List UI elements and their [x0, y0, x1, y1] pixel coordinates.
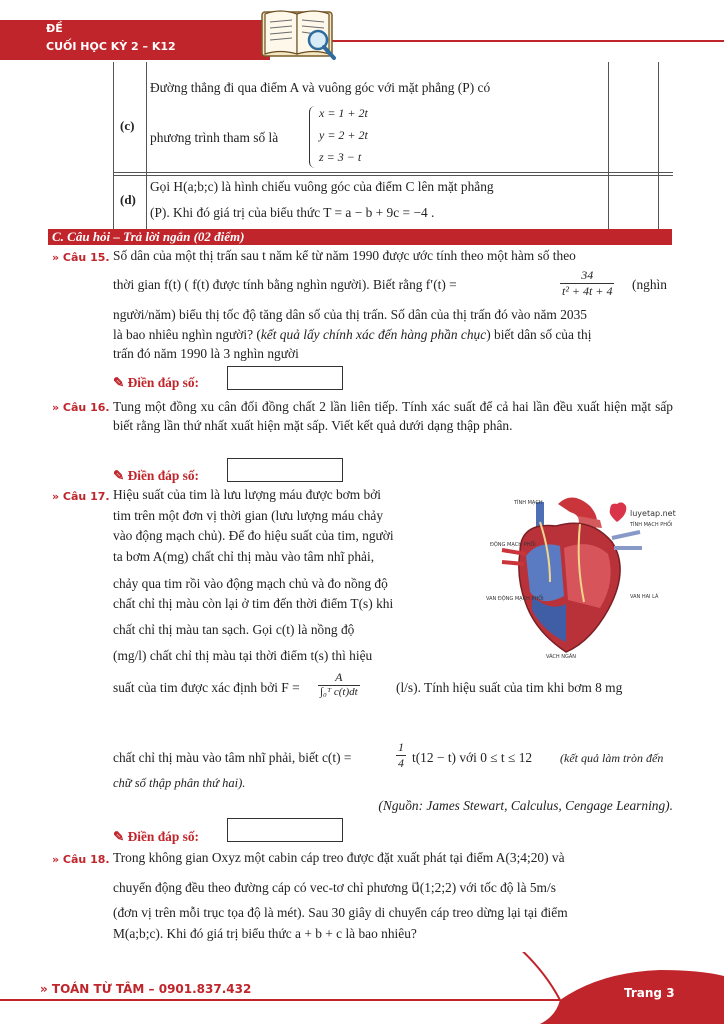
q17-fraction-quarter — [396, 740, 406, 771]
q17-line1: Hiệu suất của tim là lưu lượng máu được bơm bởi — [113, 487, 382, 502]
q15-line1: Số dân của một thị trấn sau t năm kể từ năm 1990 được ước tính theo một hàm số theo — [113, 248, 576, 263]
q17-line9b: (l/s). Tính hiệu suất của tim khi bơm 8 mg — [396, 680, 623, 695]
svg-text:VAN HAI LÁ: VAN HAI LÁ — [630, 594, 659, 600]
row-label-d: (d) — [120, 192, 136, 207]
q16-answer-label: ✎ Điền đáp số: — [113, 468, 199, 483]
q17-line11: chữ số thập phân thứ hai). — [113, 776, 246, 790]
svg-text:TĨNH MẠCH PHỔI: TĨNH MẠCH PHỔI — [630, 522, 673, 528]
q15-line4 — [113, 327, 673, 343]
q15-frac-num: 34 — [560, 268, 614, 284]
table-border — [658, 62, 659, 230]
q17-quarter-num: 1 — [398, 740, 404, 754]
q17-answer-label: ✎ Điền đáp số: — [113, 829, 199, 844]
table-border-left — [113, 62, 114, 230]
q15-line4b: kết quả lấy chính xác đến hàng phần chục — [260, 327, 487, 342]
question-17-label: » Câu 17. — [52, 490, 110, 503]
q15-line5: trấn đó năm 1990 là 3 nghìn người — [113, 346, 299, 361]
q15-line2b: (nghìn — [632, 277, 667, 292]
table-border — [146, 62, 147, 230]
q17-line3: vào động mạch chủ). Để đo hiệu suất của tim, người — [113, 528, 394, 543]
question-15-label: » Câu 15. — [52, 251, 110, 264]
q17-line9a: suất của tim được xác định bởi F = — [113, 680, 300, 695]
system-brace — [309, 106, 316, 168]
heart-diagram-image — [480, 492, 676, 660]
q16-answer-box[interactable] — [227, 458, 343, 482]
row-c-text1: Đường thẳng đi qua điểm A và vuông góc với mặt phẳng (P) có — [150, 80, 491, 95]
q17-source: (Nguồn: James Stewart, Calculus, Cengage Learning). — [378, 798, 673, 813]
q18-line4: M(a;b;c). Khi đó giá trị biểu thức a + b + c là bao nhiêu? — [113, 926, 417, 941]
truefalse-table — [113, 62, 673, 230]
question-16-label: » Câu 16. — [52, 401, 110, 414]
q16-body: Tung một đồng xu cân đối đồng chất 2 lần liên tiếp. Tính xác suất để cả hai lần đều xuất hiện mặt sấp biết rằng lần thứ nhất xuất hiện mặt sấp. Viết kết quả dưới dạng thập phân. — [113, 399, 673, 433]
q17-F-num: A — [318, 670, 360, 686]
table-row-divider — [113, 172, 673, 173]
page-header — [0, 0, 724, 62]
q17-answer-box[interactable] — [227, 818, 343, 842]
q17-line4: ta bơm A(mg) chất chỉ thị màu vào tâm nhĩ phải, — [113, 549, 375, 564]
question-18-label: » Câu 18. — [52, 853, 110, 866]
q15-line2a: thời gian f(t) ( f(t) được tính bằng nghìn người). Biết rằng f′(t) = — [113, 277, 457, 292]
q17-line10c: (kết quả làm tròn đến — [560, 751, 664, 765]
row-d-text1: Gọi H(a;b;c) là hình chiếu vuông góc của điểm C lên mặt phẳng — [150, 179, 494, 194]
row-c-text2: phương trình tham số là — [150, 130, 279, 145]
table-border — [608, 62, 609, 230]
q17-fraction-F — [318, 670, 360, 698]
footer-brand: » TOÁN TỪ TÂM – 0901.837.432 — [40, 982, 252, 996]
table-row-divider — [113, 175, 673, 176]
param-x: x = 1 + 2t — [319, 106, 368, 120]
q15-line4a: là bao nhiêu nghìn người? ( — [113, 327, 261, 342]
q17-line6: chất chỉ thị màu còn lại ở tim đến thời điểm T(s) khi — [113, 596, 394, 611]
q15-frac-den: t² + 4t + 4 — [562, 284, 613, 298]
header-exam-label: ĐỀ — [46, 22, 63, 35]
row-label-c: (c) — [120, 118, 135, 133]
q17-line5: chảy qua tim rồi vào động mạch chủ và đo nồng độ — [113, 576, 388, 591]
svg-text:TĨNH MẠCH: TĨNH MẠCH — [514, 500, 543, 506]
svg-text:VÁCH NGĂN: VÁCH NGĂN — [546, 654, 577, 660]
q15-line3: người/năm) biểu thị tốc độ tăng dân số của thị trấn. Số dân của thị trấn đó vào năm 2035 — [113, 307, 587, 322]
q17-line2: tim trên một đơn vị thời gian (lưu lượng máu chảy — [113, 508, 384, 523]
q15-answer-label: ✎ Điền đáp số: — [113, 375, 199, 390]
q17-line10a: chất chỉ thị màu vào tâm nhĩ phải, biết c(t) = — [113, 750, 352, 765]
header-exam-title: CUỐI HỌC KỲ 2 – K12 — [46, 40, 176, 53]
page-number: Trang 3 — [624, 986, 675, 1000]
section-title: C. Câu hỏi – Trả lời ngắn (02 điểm) — [48, 229, 672, 245]
q17-quarter-den: 4 — [398, 756, 404, 770]
q18-line3: (đơn vị trên mỗi trục tọa độ là mét). Sau 30 giây di chuyển cáp treo dừng lại tại điểm — [113, 905, 568, 920]
q17-line8: (mg/l) chất chỉ thị màu tại thời điểm t(s) thì hiệu — [113, 648, 373, 663]
q18-line2: chuyển động đều theo đường cáp có vec-tơ chỉ phương u⃗(1;2;2) với tốc độ là 5m/s — [113, 880, 556, 895]
row-d-text2: (P). Khi đó giá trị của biểu thức T = a − b + 9c = −4 . — [150, 205, 435, 220]
param-y: y = 2 + 2t — [319, 128, 368, 142]
q15-line4c: ) biết dân số của thị — [486, 327, 592, 342]
q17-F-den: ∫₀ᵀ c(t)dt — [320, 686, 358, 698]
param-z: z = 3 − t — [319, 150, 362, 164]
svg-text:VAN ĐỘNG MẠCH PHỔI: VAN ĐỘNG MẠCH PHỔI — [486, 596, 544, 602]
q17-line7: chất chỉ thị màu tan sạch. Gọi c(t) là nồng độ — [113, 622, 355, 637]
q15-answer-box[interactable] — [227, 366, 343, 390]
svg-text:ĐỘNG MẠCH PHỔI: ĐỘNG MẠCH PHỔI — [490, 542, 536, 548]
book-magnifier-icon — [256, 4, 340, 66]
figure-watermark: luyetap.net — [630, 509, 676, 518]
q15-fraction — [560, 268, 614, 299]
q17-line10b: t(12 − t) với 0 ≤ t ≤ 12 — [412, 750, 533, 765]
q18-line1: Trong không gian Oxyz một cabin cáp treo được đặt xuất phát tại điểm A(3;4;20) và — [113, 850, 565, 865]
